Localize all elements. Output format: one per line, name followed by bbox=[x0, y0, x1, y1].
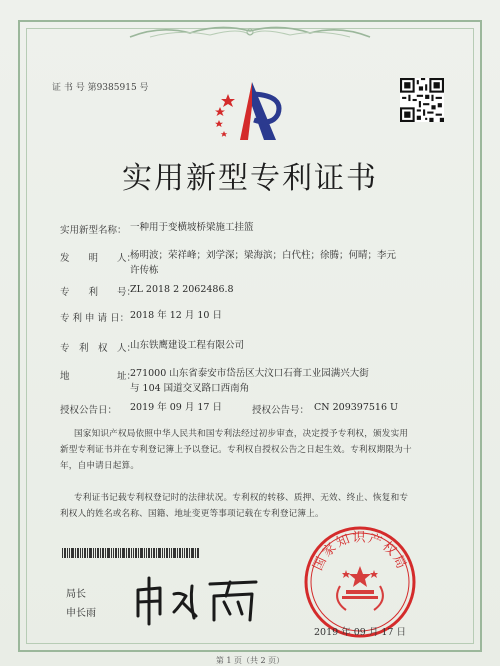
cnipa-logo bbox=[206, 76, 292, 142]
field-label-filing-date: 专 利 申 请 日： bbox=[60, 313, 130, 324]
field-label-utility-model-name: 实用新型名称： bbox=[60, 225, 127, 236]
field-value-address-line1: 271000 山东省泰安市岱岳区大汶口石膏工业园满兴大街 bbox=[130, 368, 369, 379]
field-label-patent-number: 专 利 号： bbox=[60, 287, 137, 298]
qr-code bbox=[400, 78, 444, 122]
field-value-patentee: 山东铁鹰建设工程有限公司 bbox=[130, 340, 245, 351]
field-label-inventors: 发 明 人： bbox=[60, 253, 137, 264]
seal-text: 国家知识产权局 bbox=[310, 530, 410, 573]
signatory-title: 局长 bbox=[66, 589, 86, 600]
page-indicator: 第 1 页（共 2 页） bbox=[215, 656, 285, 665]
seal-date: 2019 年 09 月 17 日 bbox=[314, 627, 406, 638]
grant-statement-line1: 国家知识产权局依照中华人民共和国专利法经过初步审查，决定授予专利权，颁发实用 bbox=[74, 429, 409, 439]
field-label-patentee: 专 利 权 人： bbox=[60, 343, 137, 354]
field-value-address-line2: 与 104 国道交叉路口西南角 bbox=[130, 383, 250, 394]
field-value-announcement-number: CN 209397516 U bbox=[314, 402, 399, 413]
field-label-address: 地 址： bbox=[60, 371, 137, 382]
field-value-inventors-line1: 杨明波；荣祥峰；刘学深；梁海滨；白代柱；徐腾；何晴；李元 bbox=[130, 250, 397, 261]
certificate-title: 实用新型专利证书 bbox=[122, 161, 378, 196]
official-seal bbox=[302, 524, 418, 640]
signatory-name: 申长雨 bbox=[66, 608, 96, 619]
field-value-patent-number: ZL 2018 2 2062486.8 bbox=[130, 284, 234, 295]
legal-status-line2: 利权人的姓名或名称、国籍、地址变更等事项记载在专利登记簿上。 bbox=[60, 509, 324, 519]
legal-status-line1: 专利证书记载专利权登记时的法律状况。专利权的转移、质押、无效、终止、恢复和专 bbox=[74, 493, 409, 503]
grant-statement-line2: 新型专利证书并在专利登记簿上予以登记。专利权自授权公告之日起生效。专利权期限为十 bbox=[60, 445, 412, 455]
legal-status-paragraph bbox=[60, 490, 440, 522]
grant-statement-line3: 年，自申请日起算。 bbox=[60, 461, 140, 471]
field-value-grant-date: 2019 年 09 月 17 日 bbox=[130, 402, 222, 413]
field-value-inventors-line2: 许传栋 bbox=[130, 265, 159, 276]
barcode bbox=[62, 548, 200, 558]
field-value-utility-model-name: 一种用于变横坡桥梁施工挂篮 bbox=[130, 222, 254, 233]
field-value-filing-date: 2018 年 12 月 10 日 bbox=[130, 310, 222, 321]
top-ornament bbox=[120, 23, 380, 41]
grant-statement-paragraph bbox=[60, 426, 440, 474]
field-label-announcement-number: 授权公告号： bbox=[252, 405, 310, 416]
field-label-grant-date: 授权公告日： bbox=[60, 405, 118, 416]
certificate-number: 证 书 号 第9385915 号 bbox=[52, 83, 149, 93]
handwritten-signature bbox=[130, 572, 270, 628]
